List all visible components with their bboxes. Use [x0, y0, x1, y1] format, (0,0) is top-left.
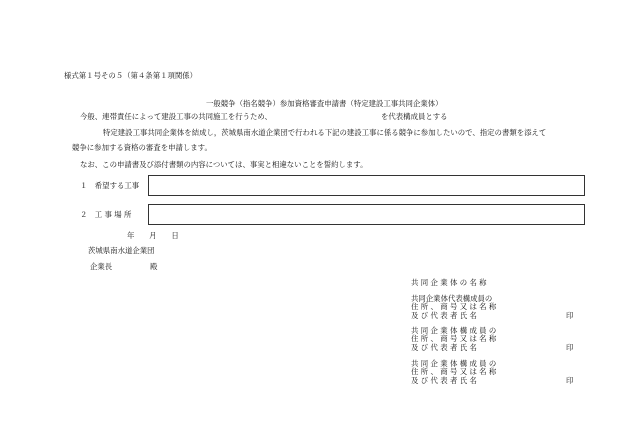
- member-1-line-3: 及 び 代 表 者 氏 名: [411, 311, 477, 320]
- application-date: 年 月 日: [127, 231, 179, 240]
- paragraph-3: なお、この申請書及び添付書類の内容については、事実と相違ないことを誓約します。: [80, 160, 368, 169]
- field-label-desired-work: １ 希望する工事: [80, 181, 140, 190]
- desired-work-field[interactable]: [148, 175, 585, 196]
- member-3-line-2: 住 所 、 商 号 又 は 名 称: [411, 367, 497, 376]
- form-number: 様式第１号その５（第４条第１項関係）: [64, 71, 198, 80]
- member-3-line-3: 及 び 代 表 者 氏 名: [411, 376, 477, 385]
- member-1-line-1: 共同企業体代表構成員の: [411, 294, 493, 303]
- addressee-organization: 茨城県南水道企業団: [88, 246, 155, 255]
- member-3-seal: 印: [566, 376, 574, 385]
- document-title: 一般競争（指名競争）参加資格審査申請書（特定建設工事共同企業体）: [206, 99, 443, 108]
- member-2-line-2: 住 所 、 商 号 又 は 名 称: [411, 334, 497, 343]
- paragraph-1-start: 今般、連帯責任によって建設工事の共同施工を行うため、: [80, 112, 272, 121]
- member-2-line-1: 共 同 企 業 体 構 成 員 の: [411, 326, 497, 335]
- paragraph-2-line-2: 競争に参加する資格の審査を申請します。: [72, 143, 212, 152]
- member-3-line-1: 共 同 企 業 体 構 成 員 の: [411, 359, 497, 368]
- paragraph-1-end: を代表構成員とする: [381, 112, 448, 121]
- field-label-work-location: ２ 工 事 場 所: [80, 210, 132, 219]
- work-location-field[interactable]: [148, 204, 585, 225]
- member-1-seal: 印: [566, 311, 574, 320]
- jv-name-label: 共 同 企 業 体 の 名 称: [411, 278, 487, 287]
- paragraph-2-line-1: 特定建設工事共同企業体を結成し，茨城県南水道企業団で行われる下記の建設工事に係る競争に参加したいので、指定の書類を添えて: [103, 128, 547, 137]
- member-2-seal: 印: [566, 343, 574, 352]
- member-1-line-2: 住 所 、 商 号 又 は 名 称: [411, 302, 497, 311]
- member-2-line-3: 及 び 代 表 者 氏 名: [411, 343, 477, 352]
- addressee-honorific: 殿: [150, 262, 158, 271]
- addressee-title: 企業長: [90, 262, 113, 271]
